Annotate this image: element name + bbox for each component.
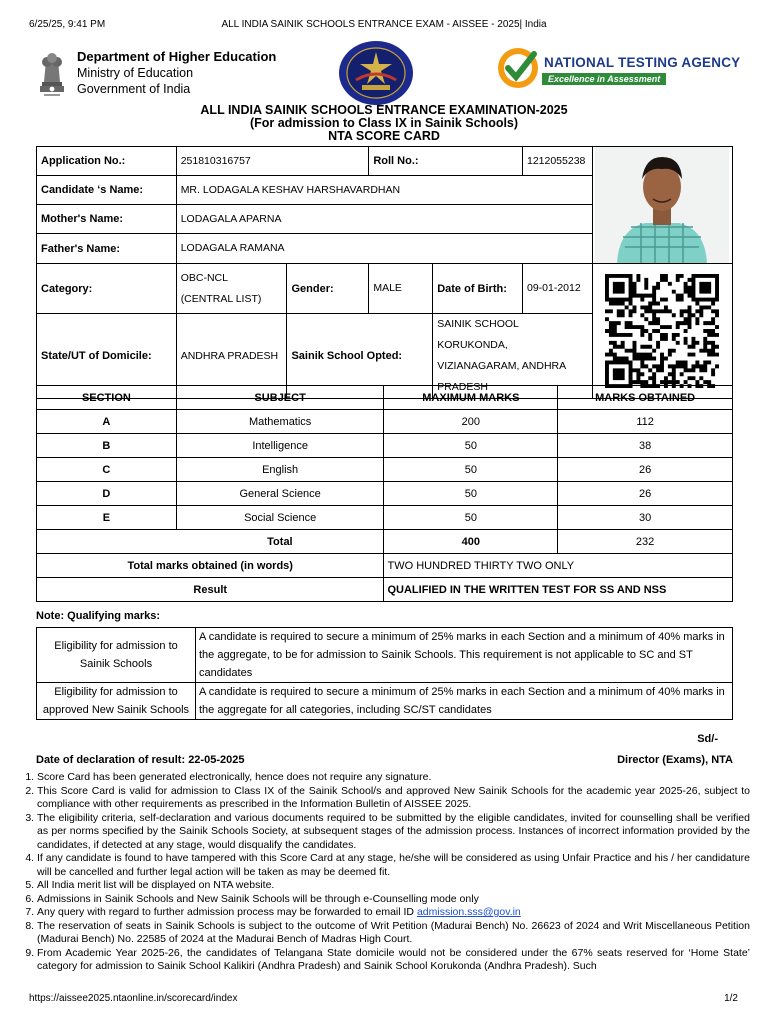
candidate-photo: [595, 147, 729, 263]
subject-cell: Social Science: [176, 506, 384, 530]
roll-no-value: 1212055238: [522, 147, 592, 176]
section-cell: E: [37, 506, 177, 530]
max-cell: 50: [384, 458, 558, 482]
max-cell: 200: [384, 410, 558, 434]
score-card-title: NTA SCORE CARD: [328, 129, 440, 143]
school-label: Sainik School Opted:: [287, 314, 433, 399]
list-item: 3. The eligibility criteria, self-declaration and various documents required to be submitted by the eligible candidates, invited for counselling shall be verified as per norms specified by the Sainik Schools Society, at subsequent stages of the admission process. Instances of incorrect information provided by the candidates, if detected at any stage, would disqualify the candidates.: [37, 812, 750, 853]
eligibility-key: Eligibility for admission to Sainik Schools: [37, 628, 196, 683]
father-label: Father's Name:: [37, 234, 177, 264]
max-cell: 50: [384, 506, 558, 530]
section-cell: D: [37, 482, 177, 506]
page-number: 1/2: [724, 993, 738, 1004]
app-no-value: 251810316757: [176, 147, 369, 176]
qr-code-cell: [592, 264, 732, 399]
obtained-cell: 112: [558, 410, 733, 434]
national-emblem-icon: [36, 46, 68, 100]
obtained-cell: 26: [558, 458, 733, 482]
state-value: ANDHRA PRADESH: [176, 314, 287, 399]
table-row: [37, 434, 733, 458]
list-item: 4. If any candidate is found to have tampered with this Score Card at any stage, he/she will be considered as using Unfair Practice and his / her candidature will be cancelled and further legal action will be taken as may be deemed fit.: [37, 852, 750, 879]
school-value: SAINIK SCHOOL KORUKONDA, VIZIANAGARAM, ANDHRA PRADESH: [433, 314, 593, 399]
max-cell: 50: [384, 482, 558, 506]
subject-cell: English: [176, 458, 384, 482]
total-max: 400: [384, 530, 558, 554]
subject-cell: Intelligence: [176, 434, 384, 458]
subject-header: SUBJECT: [176, 386, 384, 410]
dept-line3: Government of India: [77, 82, 191, 96]
subject-cell: General Science: [176, 482, 384, 506]
list-item: 5. All India merit list will be displayed on NTA website.: [37, 879, 750, 893]
father-value: LODAGALA RAMANA: [176, 234, 592, 264]
max-marks-header: MAXIMUM MARKS: [384, 386, 558, 410]
list-item: [37, 906, 750, 920]
subject-cell: Mathematics: [176, 410, 384, 434]
words-row: [37, 554, 733, 578]
result-value: QUALIFIED IN THE WRITTEN TEST FOR SS AND NSS: [384, 578, 733, 602]
section-cell: A: [37, 410, 177, 434]
nta-tagline: Excellence in Assessment: [542, 73, 666, 85]
director-title: Director (Exams), NTA: [617, 754, 733, 766]
list-item: 9. From Academic Year 2025-26, the candidates of Telangana State domicile would not be considered under the 67% seats reserved for ‘Home State’ category for admission to Sainik School Kalikiri (Andhra Pradesh) and Sainik School Korukonda (Andhra Pradesh). Such: [37, 947, 750, 974]
category-label: Category:: [37, 264, 177, 314]
table-row: [37, 482, 733, 506]
nta-checkmark-logo-icon: [496, 46, 540, 90]
result-label: Result: [37, 578, 384, 602]
total-obtained: 232: [558, 530, 733, 554]
result-row: [37, 578, 733, 602]
table-row: [37, 410, 733, 434]
section-cell: C: [37, 458, 177, 482]
obtained-cell: 26: [558, 482, 733, 506]
mother-value: LODAGALA APARNA: [176, 205, 592, 234]
list-item: 2. This Score Card is valid for admission to Class IX of the Sainik School/s and approved New Sainik Schools for the academic year 2025-26, subject to compliance with other requirements as prescribed in the Information Bulletin of AISSEE 2025.: [37, 785, 750, 812]
sainik-schools-society-logo-icon: [338, 40, 414, 106]
list-item: 1. Score Card has been generated electronically, hence does not require any signature.: [37, 771, 750, 785]
exam-subtitle: (For admission to Class IX in Sainik Schools): [249, 116, 519, 130]
section-cell: B: [37, 434, 177, 458]
eligibility-key: Eligibility for admission to approved New Sainik Schools: [37, 683, 196, 720]
qualifying-table: [36, 627, 733, 720]
dob-value: 09-01-2012: [522, 264, 592, 314]
obtained-cell: 38: [558, 434, 733, 458]
candidate-photo-cell: [592, 147, 732, 264]
total-label: Total: [176, 530, 384, 554]
declaration-date: Date of declaration of result: 22-05-2025: [36, 754, 245, 766]
app-no-label: Application No.:: [37, 147, 177, 176]
table-row: [37, 683, 733, 720]
max-cell: 50: [384, 434, 558, 458]
marks-table: [36, 385, 733, 602]
nta-name: NATIONAL TESTING AGENCY: [544, 55, 741, 70]
qr-code-icon: [605, 274, 719, 388]
query-text: Any query with regard to further admission process may be forwarded to email ID: [37, 906, 415, 918]
gender-value: MALE: [369, 264, 433, 314]
name-value: MR. LODAGALA KESHAV HARSHAVARDHAN: [176, 176, 592, 205]
candidate-details-table: [36, 146, 733, 399]
instructions-list: [20, 771, 750, 974]
roll-no-label: Roll No.:: [369, 147, 523, 176]
print-datetime: 6/25/25, 9:41 PM: [29, 19, 106, 30]
mother-label: Mother's Name:: [37, 205, 177, 234]
exam-title: ALL INDIA SAINIK SCHOOLS ENTRANCE EXAMINATION-2025: [200, 103, 568, 117]
department-block: [77, 49, 276, 97]
qualifying-note: Note: Qualifying marks:: [36, 610, 161, 622]
words-label: Total marks obtained (in words): [37, 554, 384, 578]
table-row: [37, 458, 733, 482]
total-row: [37, 530, 733, 554]
words-value: TWO HUNDRED THIRTY TWO ONLY: [384, 554, 733, 578]
dept-line1: Department of Higher Education: [77, 49, 277, 64]
table-row: [37, 628, 733, 683]
section-header: SECTION: [37, 386, 177, 410]
gender-label: Gender:: [287, 264, 369, 314]
obtained-header: MARKS OBTAINED: [558, 386, 733, 410]
category-value: OBC-NCL (CENTRAL LIST): [176, 264, 287, 314]
email-link[interactable]: admission.sss@gov.in: [416, 906, 521, 918]
signature-sd: Sd/-: [697, 733, 718, 745]
list-item: 8. The reservation of seats in Sainik Schools is subject to the outcome of Writ Petition (Madurai Bench) No. 26623 of 2024 and Writ Miscellaneous Petition (Madurai Bench) No. 22585 of 2024 at the Madurai Bench of Madras High Court.: [37, 920, 750, 947]
eligibility-text: A candidate is required to secure a minimum of 25% marks in each Section and a minimum of 40% marks in the aggregate, to be for admission to Sainik Schools. This requirement is not applicable to SC and ST candidates: [196, 628, 733, 683]
list-item: 6. Admissions in Sainik Schools and New Sainik Schools will be through e-Counselling mode only: [37, 893, 750, 907]
dob-label: Date of Birth:: [433, 264, 523, 314]
state-label: State/UT of Domicile:: [37, 314, 177, 399]
eligibility-text: A candidate is required to secure a minimum of 25% marks in each Section and a minimum of 40% marks in the aggregate for all categories, including SC/ST candidates: [196, 683, 733, 720]
table-row: [37, 506, 733, 530]
name-label: Candidate ‘s Name:: [37, 176, 177, 205]
dept-line2: Ministry of Education: [77, 66, 194, 80]
obtained-cell: 30: [558, 506, 733, 530]
print-page-title: ALL INDIA SAINIK SCHOOLS ENTRANCE EXAM - AISSEE - 2025| India: [221, 19, 547, 30]
page-url: https://aissee2025.ntaonline.in/scorecard/index: [29, 993, 238, 1004]
